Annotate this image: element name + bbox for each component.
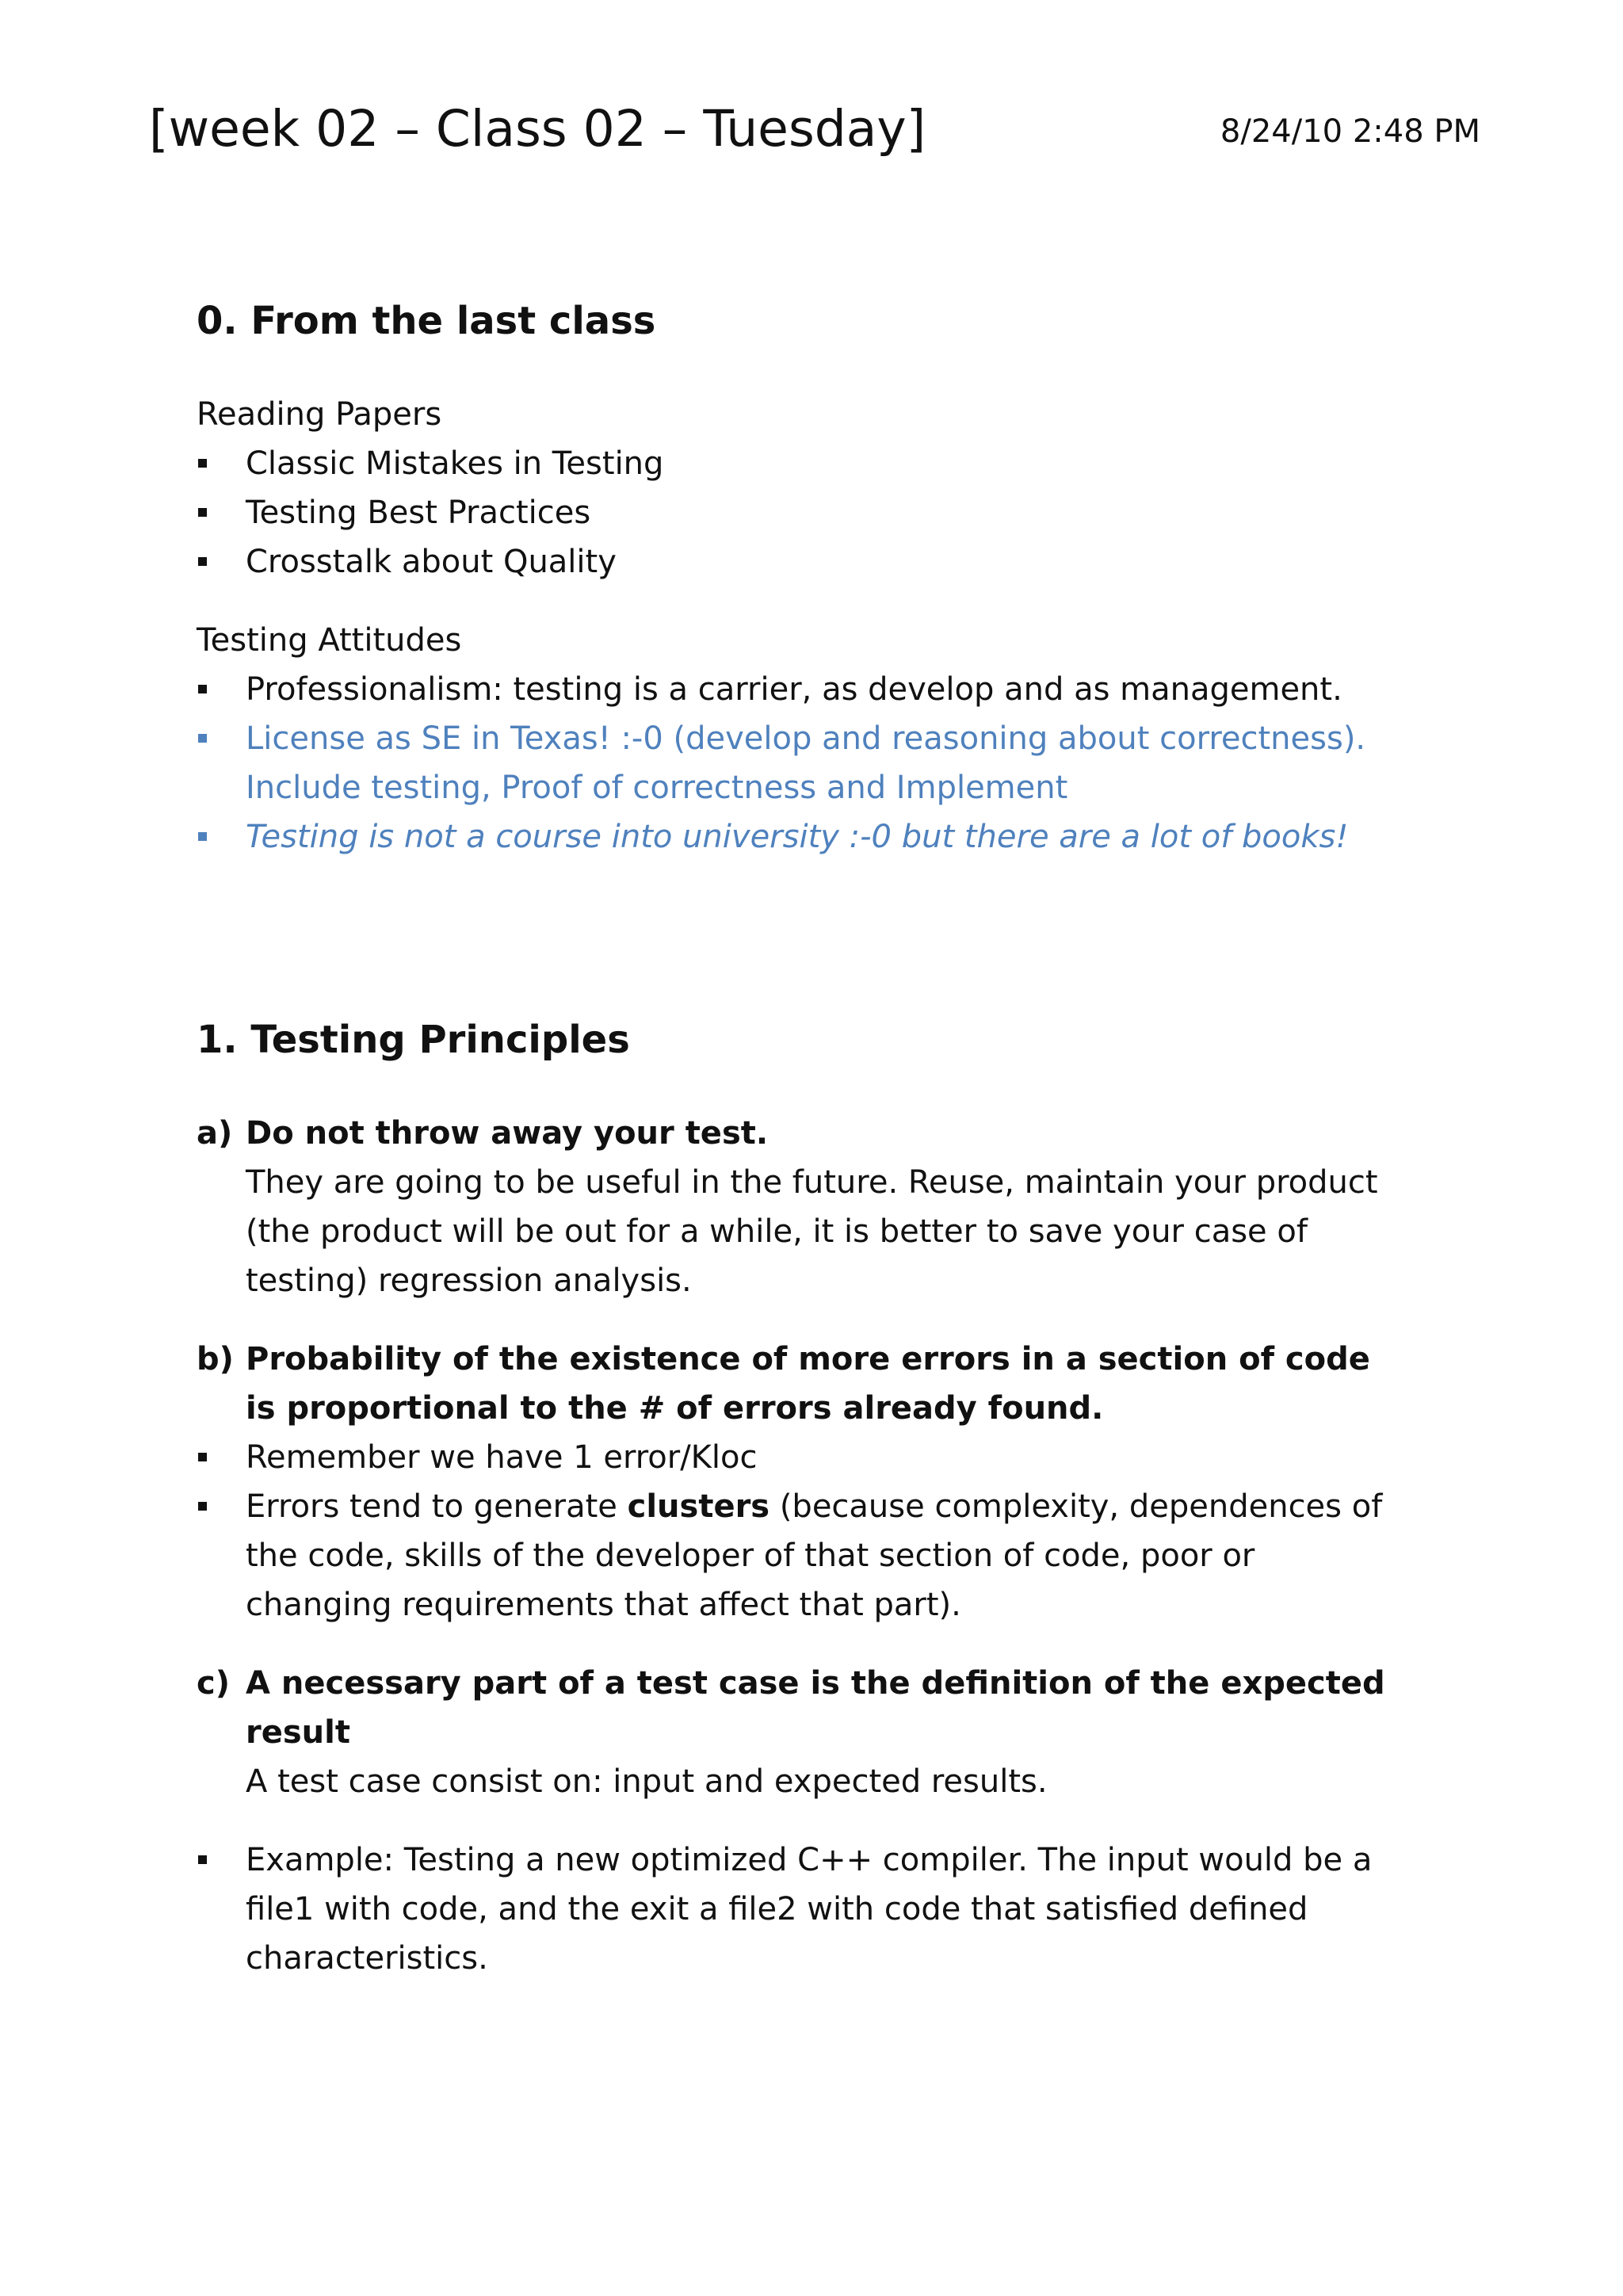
square-bullet-icon <box>198 1453 207 1461</box>
reading-papers-list <box>197 439 1465 586</box>
square-bullet-icon <box>198 685 207 693</box>
testing-attitudes-label: Testing Attitudes <box>197 622 462 659</box>
list-item: Example: Testing a new optimized C++ compiler. The input would be a file1 with code, and the exit a file2 with code that satisfied defined characteristics. <box>197 1836 1465 1983</box>
square-bullet-icon <box>198 832 207 841</box>
principle-letter: b) <box>197 1341 234 1377</box>
list-item-highlighted: Testing is not a course into university :-0 but there are a lot of books! <box>197 812 1465 861</box>
square-bullet-icon <box>198 459 207 468</box>
principle-c-title: c) A necessary part of a test case is the definition of the expected result <box>197 1659 1465 1757</box>
list-item: Errors tend to generate clusters (because complexity, dependences of the code, skills of the developer of that section of code, poor or changing requirements that affect that part). <box>197 1482 1465 1629</box>
timestamp: 8/24/10 2:48 PM <box>1220 113 1480 150</box>
principle-a-title: a) Do not throw away your test. <box>197 1109 1465 1158</box>
principle-letter: c) <box>197 1665 230 1702</box>
square-bullet-icon <box>198 1502 207 1511</box>
principle-b-list <box>197 1433 1465 1629</box>
principle-c-list <box>197 1836 1465 1983</box>
page-title: [week 02 – Class 02 – Tuesday] <box>149 100 926 158</box>
principle-a-body: They are going to be useful in the future. Reuse, maintain your product (the product will be out for a while, it is better to save your case of testing) regression analysis. <box>246 1164 1378 1299</box>
square-bullet-icon <box>198 734 207 743</box>
section-1-heading: 1. Testing Principles <box>197 1018 630 1062</box>
page-header <box>149 94 1480 165</box>
principle-c-body: A test case consist on: input and expected results. <box>246 1763 1048 1800</box>
square-bullet-icon <box>198 508 207 517</box>
reading-papers-label: Reading Papers <box>197 396 442 433</box>
list-item: Professionalism: testing is a carrier, as develop and as management. <box>197 665 1465 714</box>
principle-letter: a) <box>197 1115 233 1152</box>
square-bullet-icon <box>198 557 207 566</box>
list-item: Testing Best Practices <box>197 488 1465 537</box>
section-0-heading: 0. From the last class <box>197 299 656 343</box>
principle-b-title: b) Probability of the existence of more errors in a section of code is proportional to the # of errors already found. <box>197 1335 1465 1433</box>
square-bullet-icon <box>198 1855 207 1864</box>
list-item: Remember we have 1 error/Kloc <box>197 1433 1465 1482</box>
list-item: Crosstalk about Quality <box>197 537 1465 586</box>
notes-content <box>197 293 1465 1983</box>
list-item-highlighted: License as SE in Texas! :-0 (develop and reasoning about correctness). Include testing, Proof of correctness and Implement <box>197 714 1465 812</box>
testing-attitudes-list <box>197 665 1465 861</box>
list-item: Classic Mistakes in Testing <box>197 439 1465 488</box>
